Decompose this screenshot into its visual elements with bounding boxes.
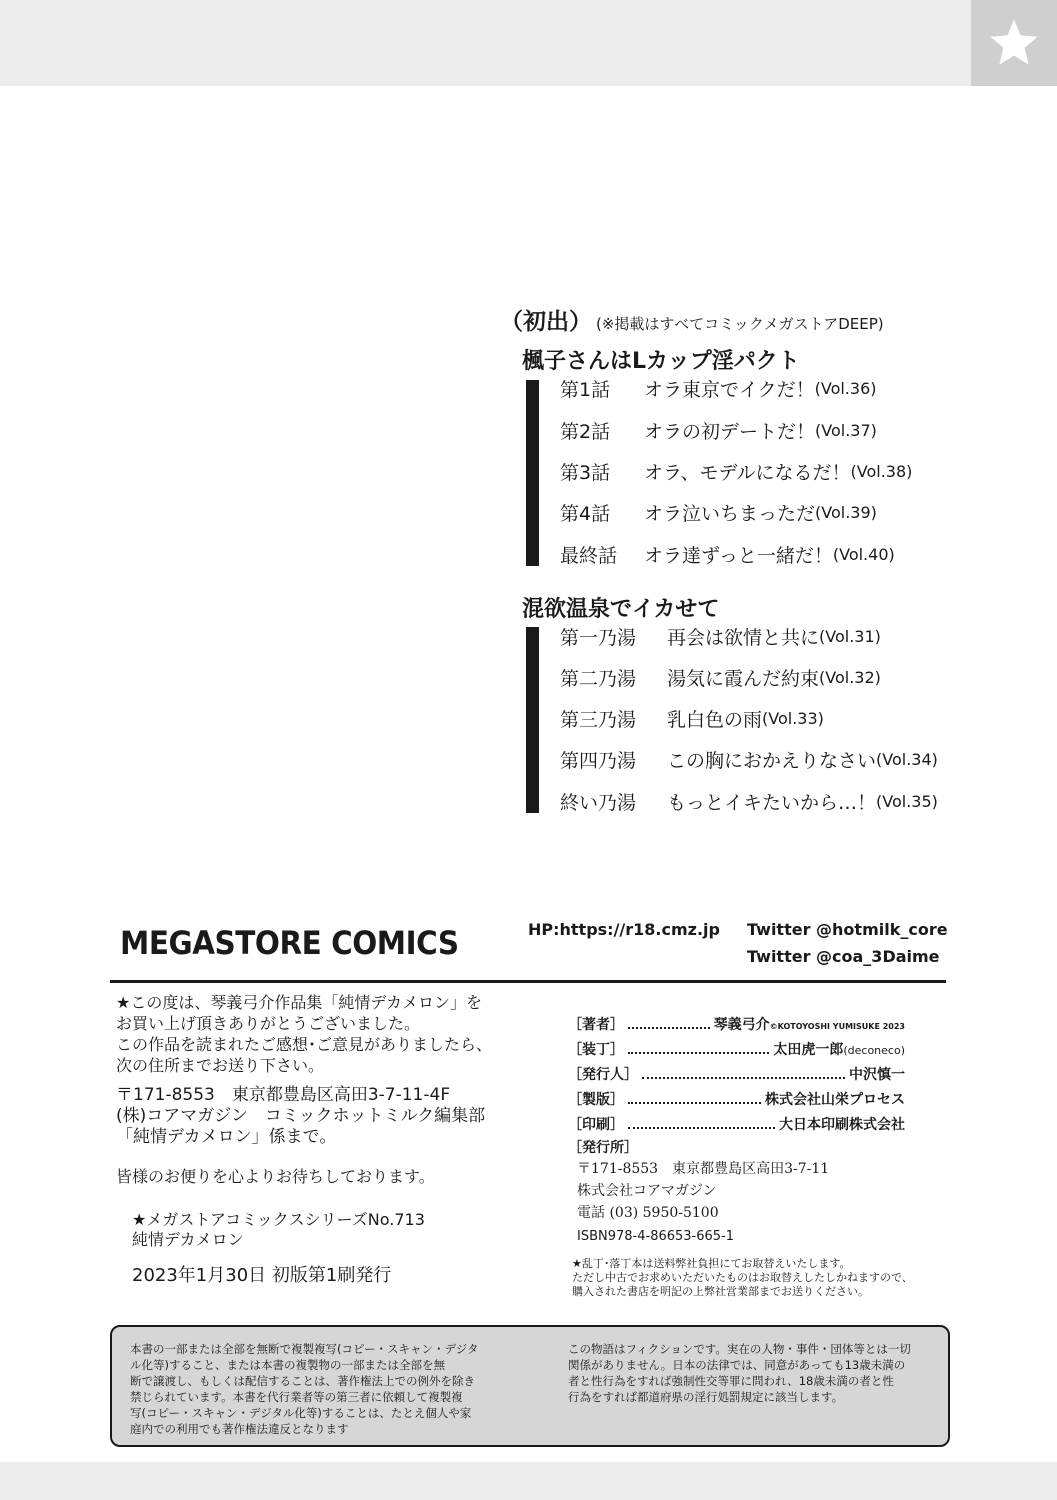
closing-text: 皆様のお便りを心よりお待ちしております。: [116, 1167, 435, 1186]
series-title: 楓子さんはLカップ淫パクト: [522, 349, 800, 374]
fiction-disclaimer-line: この物語はフィクションです。実在の人物・事件・団体等とは一切: [568, 1342, 911, 1356]
legal-notice-box: [110, 1325, 950, 1447]
episode-row: [560, 739, 938, 780]
credit-name: 太田虎一郎: [773, 1042, 844, 1058]
fine-print-line: 購入された書店を明記の上弊社営業部までお送りください。: [572, 1285, 869, 1298]
episode-row: [560, 410, 877, 451]
copyright-line: ル化等)すること、または本書の複製物の一部または全部を無: [130, 1358, 445, 1372]
copyright-notice: ©KOTOYOSHI YUMISUKE 2023: [769, 1022, 905, 1031]
star-tab: [971, 0, 1057, 86]
episode-row: [560, 451, 912, 492]
episode-number: 終い乃湯: [560, 792, 637, 814]
episode-volume: (Vol.40): [832, 545, 895, 564]
letters-line: 次の住所までお送り下さい。: [116, 1056, 325, 1075]
credit-row: [568, 1062, 905, 1086]
series-bar: [526, 380, 539, 566]
episode-volume: (Vol.38): [850, 462, 913, 481]
credit-role: ［装丁］: [568, 1042, 624, 1058]
credit-name: 大日本印刷株式会社: [779, 1117, 905, 1133]
credit-row: [568, 1087, 905, 1111]
credit-name: 中沢慎一: [849, 1067, 905, 1083]
episode-row: [560, 492, 877, 533]
episode-volume: (Vol.37): [815, 421, 877, 440]
episode-row: [560, 781, 938, 822]
credit-extra: (deconeco): [843, 1044, 905, 1057]
copyright-line: 禁じられています。本書を代行業者等の第三者に依頼して複製複: [130, 1390, 463, 1404]
episode-title: 湯気に霞んだ約束: [667, 668, 820, 690]
leader-dots: [628, 1019, 710, 1029]
leader-dots: [628, 1119, 775, 1129]
episode-volume: (Vol.35): [876, 792, 938, 811]
fiction-disclaimer-line: 者と性行為をすれば強制性交等罪に問われ、18歳未満の者と性: [568, 1374, 894, 1388]
fiction-disclaimer-line: 行為をすれば都道府県の淫行処罰規定に該当します。: [568, 1390, 844, 1404]
credit-role: ［著者］: [568, 1017, 624, 1033]
episode-volume: (Vol.33): [762, 709, 824, 728]
episode-title: この胸におかえりなさい: [667, 750, 877, 772]
letters-line: お買い上げ頂きありがとうございました。: [116, 1014, 421, 1033]
credit-row: [568, 1012, 905, 1036]
publication-date: 2023年1月30日 初版第1刷発行: [132, 1265, 392, 1286]
episode-number: 第1話: [560, 379, 611, 401]
episode-number: 第四乃湯: [560, 750, 637, 772]
fine-print-line: ただし中古でお求めいただいたものはお取替えしたしかねますので、: [572, 1271, 913, 1284]
series-bar: [526, 627, 539, 813]
top-band: [0, 0, 1057, 86]
star-icon: [987, 16, 1041, 70]
publisher-address: 〒171-8553 東京都豊島区高田3-7-11: [577, 1161, 830, 1177]
source-title: （初出）: [500, 308, 592, 335]
episode-volume: (Vol.39): [815, 503, 877, 522]
brand-logo: MEGASTORE COMICS: [120, 924, 459, 962]
fiction-disclaimer-line: 関係がありません。日本の法律では、同意があっても13歳未満の: [568, 1358, 906, 1372]
series-number: ★メガストアコミックスシリーズNo.713: [132, 1210, 425, 1229]
credit-name: 株式会社山栄プロセス: [765, 1092, 905, 1108]
episode-number: 最終話: [560, 545, 618, 567]
isbn: ISBN978-4-86653-665-1: [577, 1229, 735, 1244]
credit-row: [568, 1112, 905, 1136]
episode-row: [560, 698, 824, 739]
book-title: 純情デカメロン: [132, 1230, 244, 1249]
address-line: (株)コアマガジン コミックホットミルク編集部: [116, 1106, 486, 1126]
episode-number: 第2話: [560, 421, 611, 443]
episode-number: 第4話: [560, 503, 611, 525]
letters-line: ★この度は、琴義弓介作品集「純情デカメロン」を: [116, 993, 483, 1012]
series-title: 混欲温泉でイカせて: [522, 597, 720, 622]
credit-row: [568, 1037, 905, 1061]
fine-print-line: ★乱丁･落丁本は送料弊社負担にてお取替えいたします。: [572, 1257, 851, 1270]
bottom-band: [0, 1462, 1057, 1500]
credit-name: 琴義弓介: [713, 1017, 770, 1033]
address-line: 〒171-8553 東京都豊島区高田3-7-11-4F: [116, 1085, 451, 1105]
publisher-heading: ［発行所］: [568, 1140, 638, 1156]
episode-title: オラ泣いちまっただ: [644, 503, 816, 525]
leader-dots: [628, 1044, 769, 1054]
publisher-company: 株式会社コアマガジン: [577, 1183, 717, 1199]
episode-row: [560, 534, 895, 575]
address-line: 「純情デカメロン」係まで。: [116, 1127, 337, 1147]
episode-row: [560, 616, 881, 657]
episode-volume: (Vol.32): [819, 668, 881, 687]
divider: [110, 980, 946, 983]
episode-volume: (Vol.36): [814, 379, 877, 398]
episode-title: オラ東京でイクだ！: [644, 379, 815, 401]
episode-title: 乳白色の雨: [667, 709, 763, 731]
leader-dots: [642, 1069, 845, 1079]
episode-title: オラの初デートだ！: [644, 421, 816, 443]
leader-dots: [628, 1094, 761, 1104]
episode-title: もっとイキたいから…！: [667, 792, 877, 814]
homepage-url: HP:https://r18.cmz.jp: [528, 920, 720, 939]
episode-title: オラ、モデルになるだ！: [644, 462, 851, 484]
episode-number: 第一乃湯: [560, 627, 637, 649]
episode-title: 再会は欲情と共に: [667, 627, 820, 649]
episode-number: 第3話: [560, 462, 611, 484]
copyright-line: 断で譲渡し、もしくは配信することは、著作権法上での例外を除き: [130, 1374, 475, 1388]
credit-role: ［印刷］: [568, 1117, 624, 1133]
source-heading: [500, 303, 884, 336]
copyright-line: 写(コピー・スキャン・デジタル化等)することは、たとえ個人や家: [130, 1406, 472, 1420]
episode-row: [560, 368, 877, 409]
publisher-phone: 電話 (03) 5950-5100: [577, 1205, 719, 1221]
copyright-line: 本書の一部または全部を無断で複製複写(コピー・スキャン・デジタ: [130, 1342, 479, 1356]
copyright-line: 庭内での利用でも著作権法違反となります: [130, 1422, 349, 1436]
source-note: (※掲載はすべてコミックメガストアDEEP): [596, 315, 884, 333]
episode-volume: (Vol.34): [876, 750, 938, 769]
episode-title: オラ達ずっと一緒だ！: [644, 545, 833, 567]
twitter-handle: Twitter @coa_3Daime: [747, 947, 940, 966]
episode-number: 第三乃湯: [560, 709, 637, 731]
credit-role: ［発行人］: [568, 1067, 638, 1083]
episode-row: [560, 657, 881, 698]
credit-role: ［製版］: [568, 1092, 624, 1108]
episode-volume: (Vol.31): [819, 627, 881, 646]
twitter-handle: Twitter @hotmilk_core: [747, 920, 948, 939]
letters-line: この作品を読まれたご感想･ご意見がありましたら、: [116, 1035, 493, 1054]
episode-number: 第二乃湯: [560, 668, 637, 690]
